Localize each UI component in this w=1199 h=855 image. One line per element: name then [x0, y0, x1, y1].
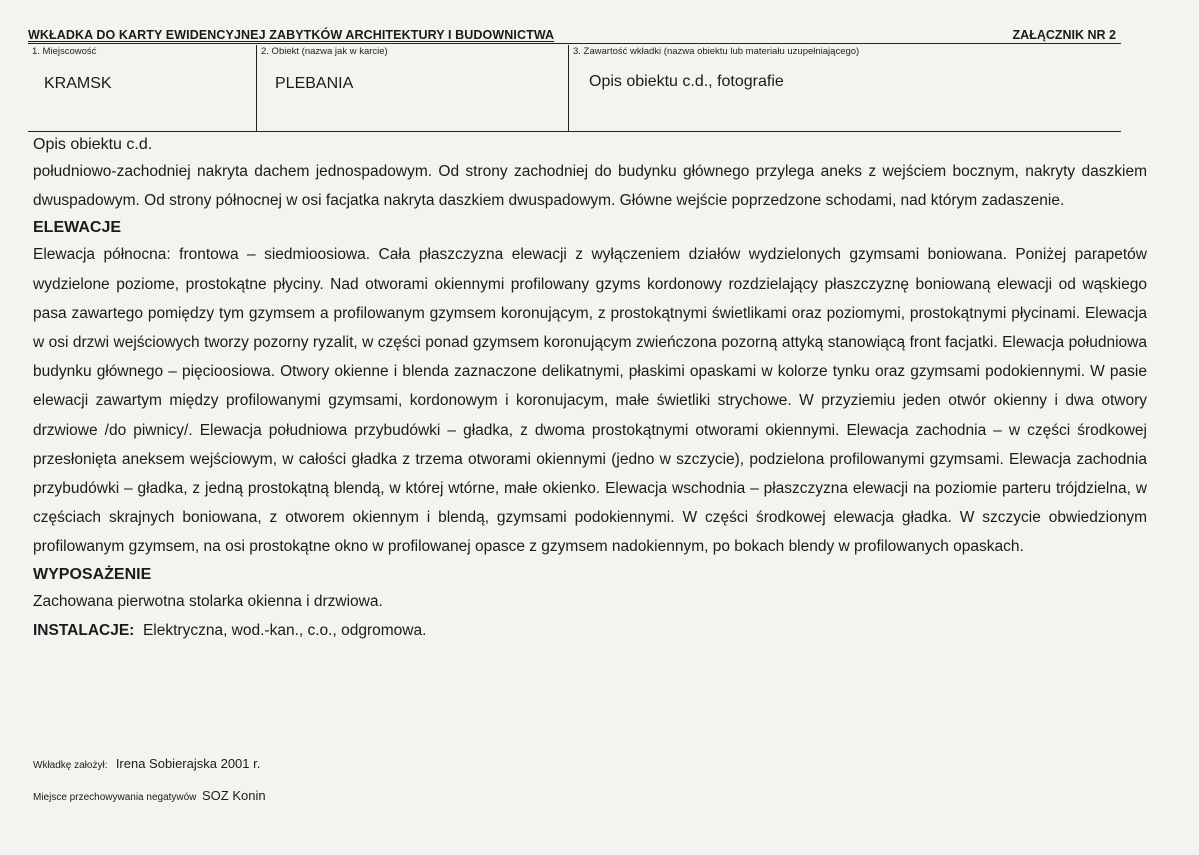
content-label: 3. Zawartość wkładki (nazwa obiektu lub materiału uzupełniającego) — [573, 46, 860, 57]
field-table — [28, 45, 1121, 132]
elevations-heading: ELEWACJE — [33, 219, 122, 237]
installations-heading: INSTALACJE: — [33, 621, 135, 639]
author-line — [33, 756, 260, 771]
storage-value: SOZ Konin — [201, 788, 266, 803]
locality-value: KRAMSK — [44, 75, 112, 92]
content-value: Opis obiektu c.d., fotografie — [589, 73, 784, 90]
installations-line — [33, 616, 1147, 645]
elevations-paragraph: Elewacja północna: frontowa – siedmioosiowa. Cała płaszczyzna elewacji z wyłączeniem działów wydzielonych gzymsami boniowana. Poniżej parapetów wydzielone poziome, prostokątne płyciny. Nad otworami okiennymi profilowany gzyms kordonowy rozdzielający płaszczyznę boniowaną elewacji od wąskiego pasa zawartego pomiędzy tym gzymsem a profilowanym gzymsem koronującym, z prostokątnymi świetlikami oraz poziomymi, prostokątnymi płycinami. Elewacja w osi drzwi wejściowych tworzy pozorny ryzalit, w części ponad gzymsem koronującym zwieńczona pozorną attyką stanowiącą front facjatki. Elewacja południowa budynku głównego – pięcioosiowa. Otwory okienne i blenda zaznaczone delikatnymi, płaskimi opaskami w kolorze tynku oraz gzymsami podokiennymi. W pasie elewacji zawartym między profilowanymi gzymsami, kordonowym i koronujacym, małe świetliki strychowe. W przyziemiu jeden otwór okienny i dwa otwory drzwiowe /do piwnicy/. Elewacja południowa przybudówki – gładka, z dwoma prostokątnymi otworami okiennymi. Elewacja zachodnia – w części środkowej przesłonięta aneksem wejściowym, w całości gładka z trzema otworami okiennymi (jedno w szczycie), podzielona profilowanymi gzymsami. Elewacja zachodnia przybudówki – gładka, z jedną prostokątną blendą, w której wtórne, małe okienko. Elewacja wschodnia – płaszczyzna elewacji na poziomie parteru trójdzielna, w częściach skrajnych boniowana, z otworem okiennym i blendą, gzymsami podokiennymi. W części środkowej elewacja gładka. W szczycie obwiedzionym profilowanym gzymsem, na osi prostokątne okno w profilowanej opasce z gzymsem nadokiennym, po bokach blendy w profilowanych opaskach. — [33, 246, 1147, 556]
locality-label: 1. Miejscowość — [32, 46, 97, 57]
object-label: 2. Obiekt (nazwa jak w karcie) — [261, 46, 388, 57]
author-label: Wkładkę założył: — [33, 760, 108, 771]
locality-cell — [28, 45, 256, 131]
equipment-heading: WYPOSAŻENIE — [33, 565, 152, 583]
form-title: WKŁADKA DO KARTY EWIDENCYJNEJ ZABYTKÓW ARCHITEKTURY I BUDOWNICTWA — [28, 28, 555, 42]
annex-label: ZAŁĄCZNIK NR 2 — [1012, 28, 1116, 42]
storage-line — [33, 788, 266, 803]
storage-label: Miejsce przechowywania negatywów — [33, 792, 197, 803]
equipment-paragraph: Zachowana pierwotna stolarka okienna i drzwiowa. — [33, 592, 383, 610]
document-body — [33, 133, 1147, 645]
object-cell — [256, 45, 569, 131]
form-header — [28, 24, 1118, 44]
object-value: PLEBANIA — [275, 75, 354, 92]
header-divider — [28, 43, 1121, 44]
content-cell — [568, 45, 1122, 131]
intro-paragraph: południowo-zachodniej nakryta dachem jednospadowym. Od strony zachodniej do budynku głównego przylega aneks z wejściem bocznym, nakryty daszkiem dwuspadowym. Od strony północnej w osi facjatka nakryta daszkiem dwuspadowym. Główne wejście poprzedzone schodami, nad którym zadaszenie. — [33, 163, 1147, 210]
installations-text: Elektryczna, wod.-kan., c.o., odgromowa. — [142, 621, 427, 639]
intro-heading: Opis obiektu c.d. — [33, 136, 153, 153]
author-value: Irena Sobierajska 2001 r. — [115, 756, 261, 771]
